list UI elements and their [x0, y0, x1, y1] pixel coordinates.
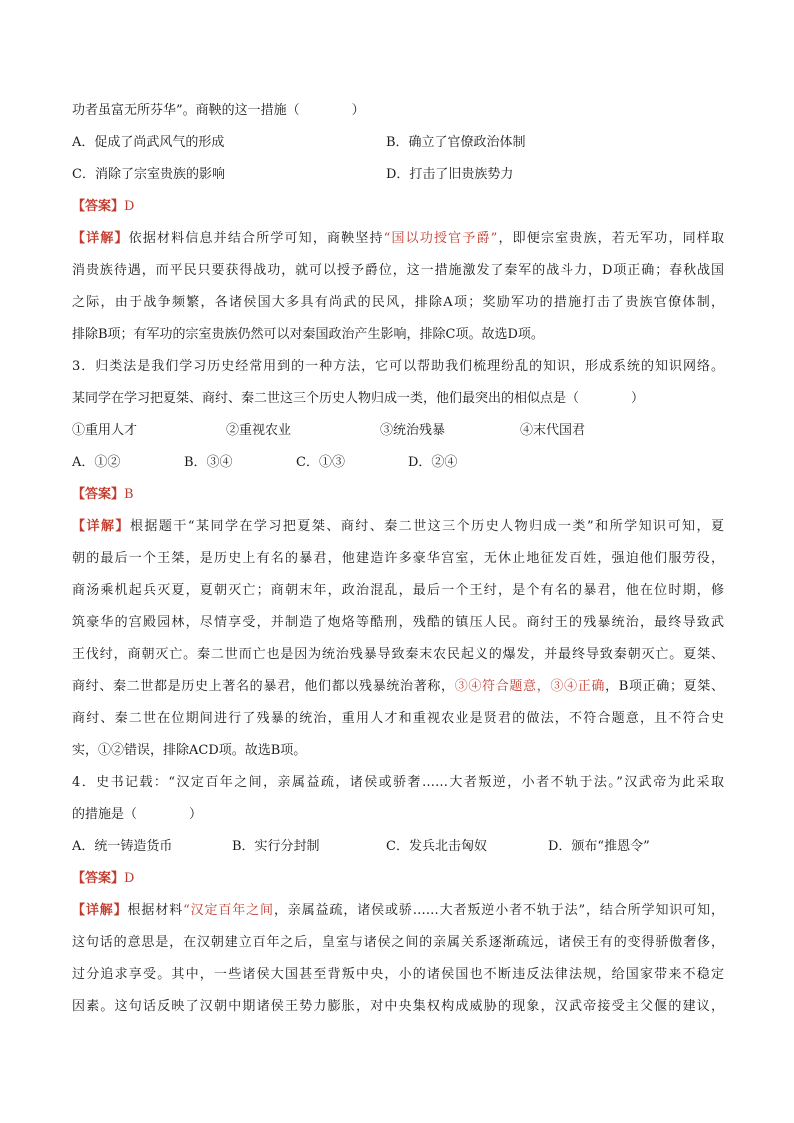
q4-stem-line-1: [72, 773, 724, 793]
q3-detail-line-5: [72, 645, 724, 665]
q4-detail-line-3: [72, 965, 724, 985]
detail-highlight: “国以功授官予爵”: [383, 231, 498, 246]
detail-tag: 【详解】: [72, 231, 129, 246]
q3-item-2: ②重视农业: [226, 423, 292, 438]
q3-detail-line-4: [72, 613, 724, 633]
q3-item-4: ④末代国君: [520, 423, 586, 438]
q4-option-c: C．发兵北击匈奴: [386, 839, 487, 854]
q3-detail-line-7: [72, 709, 724, 729]
detail-highlight: “汉定百年之间: [183, 903, 274, 918]
detail-text: 朝的最后一个王桀，是历史上有名的暴君，他建造许多豪华宫室，无休止地征发百姓，强迫他们服劳役，: [72, 551, 724, 566]
q3-item-3: ③统治残暴: [380, 423, 446, 438]
q4-detail-line-2: [72, 933, 724, 953]
answer-tag: 【答案】: [72, 199, 125, 214]
q3-option-b: B．③④: [184, 455, 233, 470]
detail-text: 筑豪华的宫殿园林，尽情享受，并制造了炮烙等酷刑，残酷的镇压人民。商纣王的残暴统治，最终导致武: [72, 615, 724, 630]
q2-detail-line-4: 排除B项；有军功的宗室贵族仍然可以对秦国政治产生影响，排除C项。故选D项。: [72, 327, 544, 342]
answer-tag: 【答案】: [72, 487, 125, 502]
q3-option-c: C．①③: [296, 455, 345, 470]
q4-detail-line-4: [72, 997, 724, 1017]
q2-detail-line-1: [72, 229, 724, 249]
detail-text: 商汤乘机起兵灭夏，夏朝灭亡；商朝末年，政治混乱，最后一个王纣，是个有名的暴君，他在位时期，修: [72, 583, 724, 598]
answer-value: D: [124, 199, 135, 214]
q3-detail-line-8: 实，①②错误，排除ACD项。故选B项。: [72, 743, 307, 758]
q2-option-c: C．消除了宗室贵族的影响: [72, 167, 225, 182]
q4-option-a: A．统一铸造货币: [72, 839, 173, 854]
detail-text: ，即便宗室贵族，若无军功，同样取: [497, 231, 724, 246]
answer-value: B: [124, 487, 134, 502]
q2-option-b: B．确立了官僚政治体制: [386, 135, 526, 150]
detail-text: 这句话的意思是，在汉朝建立百年之后，皇室与诸侯之间的亲属关系逐渐疏远，诸侯王有的变得骄傲奢侈，: [72, 935, 724, 950]
q4-answer: [72, 869, 134, 889]
q4-stem-line-2: 的措施是（ ）: [72, 807, 203, 822]
answer-value: D: [124, 871, 135, 886]
detail-text: 根据题干“某同学在学习把夏桀、商纣、秦二世这三个历史人物归成一类”和所学知识可知，夏: [129, 519, 724, 534]
q2-detail-line-3: [72, 293, 724, 313]
detail-text: 商纣、秦二世在位期间进行了残暴的统治，重用人才和重视农业是贤君的做法，不符合题意，且不符合史: [72, 711, 724, 726]
q4-detail-line-1: [72, 901, 724, 921]
detail-text: ，亲属益疏，诸侯或骄……大者叛逆小者不轨于法”，结合所学知识可知，: [273, 903, 724, 918]
q2-detail-line-2: [72, 261, 724, 281]
q3-item-1: ①重用人才: [72, 423, 138, 438]
q3-answer: [72, 485, 134, 505]
detail-text: 王伐纣，商朝灭亡。秦二世而亡也是因为统治残暴导致秦末农民起义的爆发，并最终导致秦朝灭亡。夏桀、: [72, 647, 724, 662]
detail-text: 因素。这句话反映了汉朝中期诸侯王势力膨胀，对中央集权构成威胁的现象，汉武帝接受主父偃的建议，: [72, 999, 724, 1014]
detail-text: ，B项正确；夏桀、: [605, 679, 724, 694]
detail-text: 消贵族待遇，而平民只要获得战功，就可以授予爵位，这一措施激发了秦军的战斗力，D项正确；春秋战国: [72, 263, 724, 278]
detail-text: 依据材料信息并结合所学可知，商鞅坚持: [128, 231, 384, 246]
q2-option-d: D．打击了旧贵族势力: [386, 167, 514, 182]
q3-option-a: A．①②: [72, 455, 121, 470]
q2-stem-tail: 功者虽富无所芬华”。商鞅的这一措施（ ）: [72, 103, 365, 118]
detail-text: 商纣、秦二世都是历史上著名的暴君，他们都以残暴统治著称，: [72, 679, 455, 694]
detail-text: 根据材料: [127, 903, 184, 918]
q2-option-a: A．促成了尚武风气的形成: [72, 135, 225, 150]
detail-tag: 【详解】: [72, 903, 128, 918]
q2-answer: [72, 197, 134, 217]
stem-text: 3．归类法是我们学习历史经常用到的一种方法，它可以帮助我们梳理纷乱的知识，形成系统的知识网络。: [72, 359, 724, 374]
q4-option-b: B．实行分封制: [232, 839, 320, 854]
q3-detail-line-3: [72, 581, 724, 601]
detail-text: 之际，由于战争频繁，各诸侯国大多具有尚武的民风，排除A项；奖励军功的措施打击了贵族官僚体制，: [72, 295, 724, 310]
stem-text: 4．史书记载：“汉定百年之间，亲属益疏，诸侯或骄奢……大者叛逆，小者不轨于法。”汉武帝为此采取: [72, 775, 724, 790]
q4-option-d: D．颁布“推恩令”: [548, 839, 650, 854]
detail-text: 过分追求享受。其中，一些诸侯大国甚至背叛中央，小的诸侯国也不断违反法律法规，给国家带来不稳定: [72, 967, 724, 982]
q3-detail-line-2: [72, 549, 724, 569]
detail-highlight: ③④符合题意，③④正确: [454, 679, 606, 694]
detail-tag: 【详解】: [72, 519, 130, 534]
q3-stem-line-2: 某同学在学习把夏桀、商纣、秦二世这三个历史人物归成一类，他们最突出的相似点是（ ）: [72, 391, 645, 406]
q3-detail-line-6: [72, 677, 724, 697]
q3-option-d: D．②④: [408, 455, 458, 470]
answer-tag: 【答案】: [72, 871, 125, 886]
q3-stem-line-1: [72, 357, 724, 377]
q3-detail-line-1: [72, 517, 724, 537]
